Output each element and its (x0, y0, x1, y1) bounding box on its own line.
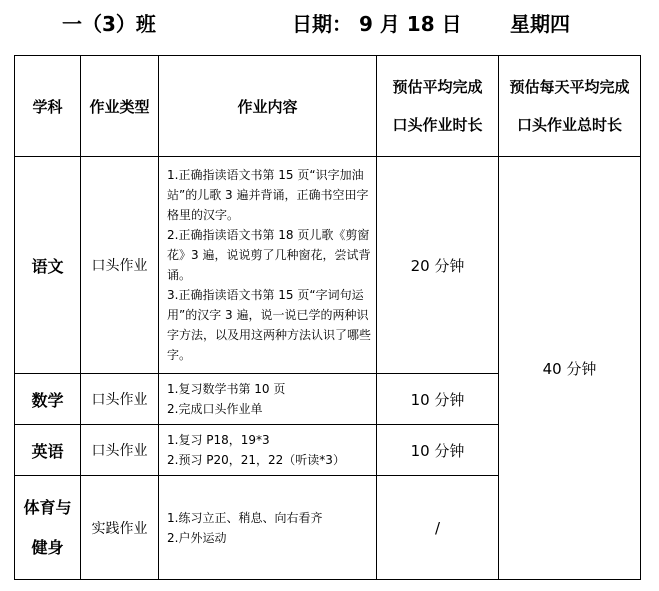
subject-pe-line2: 健身 (31, 537, 64, 557)
content-item: 1.复习 P18，19*3 (167, 433, 270, 447)
content-item: 1.复习数学书第 10 页 (167, 382, 286, 396)
date-label: 日期： 9 月 18 日 (292, 12, 462, 36)
type-math: 口头作业 (80, 373, 159, 425)
content-item: 2.预习 P20，21，22（听读*3） (167, 453, 345, 467)
time-math: 10 分钟 (376, 373, 499, 425)
content-item: 2.正确指读语文书第 18 页儿歌《剪窗花》3 遍，说说剪了几种窗花，尝试背诵。 (167, 228, 371, 282)
header-content: 作业内容 (158, 55, 377, 157)
content-math (158, 373, 377, 425)
header-est-time-line2: 口头作业时长 (392, 116, 483, 134)
type-chinese: 口头作业 (80, 156, 159, 374)
content-pe (158, 475, 377, 580)
time-pe: / (376, 475, 499, 580)
subject-pe (14, 475, 81, 580)
content-item: 2.完成口头作业单 (167, 402, 263, 416)
header-total-line2: 口头作业总时长 (516, 116, 622, 134)
content-item: 1.练习立正、稍息、向右看齐 (167, 510, 323, 525)
type-pe: 实践作业 (80, 475, 159, 580)
subject-math: 数学 (14, 373, 81, 425)
content-item: 1.正确指读语文书第 15 页“识字加油站”的儿歌 3 遍并背诵，正确书空田字格里的汉字。 (167, 168, 369, 222)
subject-english: 英语 (14, 424, 81, 476)
header-est-time-line1: 预估平均完成 (392, 78, 483, 96)
class-label: 一（3）班 (62, 12, 156, 36)
content-item: 3.正确指读语文书第 15 页“字词句运用”的汉字 3 遍，说一说已学的两种识字方法，以及用这两种方法认识了哪些字。 (167, 288, 372, 362)
time-english: 10 分钟 (376, 424, 499, 476)
header-total-time (498, 55, 641, 157)
content-english (158, 424, 377, 476)
total-time: 40 分钟 (498, 156, 641, 580)
time-chinese: 20 分钟 (376, 156, 499, 374)
header-type: 作业类型 (80, 55, 159, 157)
header-total-line1: 预估每天平均完成 (509, 78, 630, 96)
subject-chinese: 语文 (14, 156, 81, 374)
weekday-label: 星期四 (510, 12, 570, 36)
header-subject: 学科 (14, 55, 81, 157)
content-chinese (158, 156, 377, 374)
type-english: 口头作业 (80, 424, 159, 476)
header-est-time (376, 55, 499, 157)
content-item: 2.户外运动 (167, 530, 227, 545)
subject-pe-line1: 体育与 (23, 497, 72, 517)
